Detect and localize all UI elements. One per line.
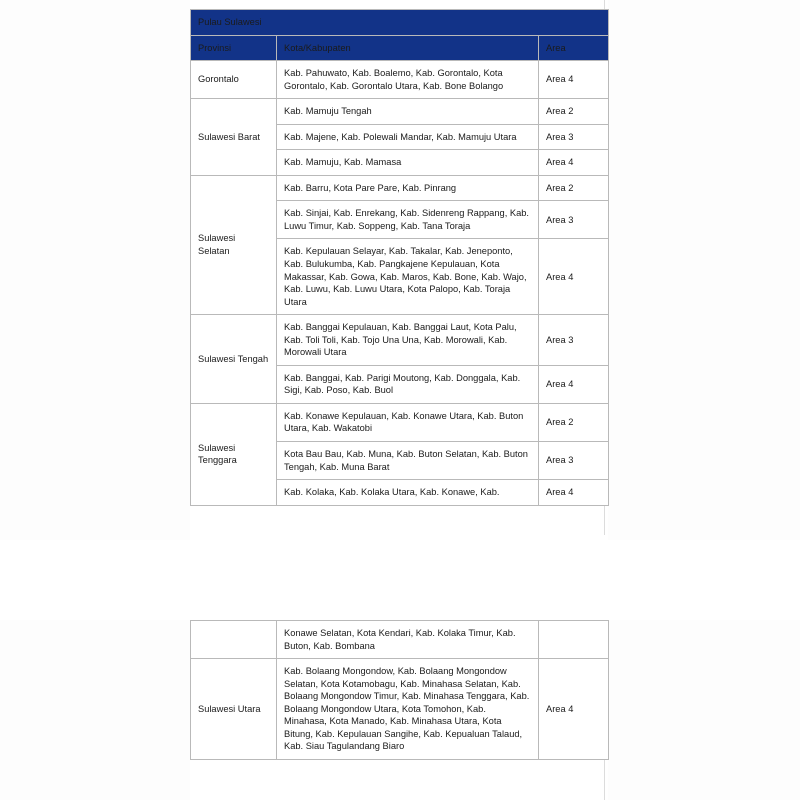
cell-provinsi: Sulawesi Tengah [191, 315, 277, 404]
cell-kota: Kab. Banggai, Kab. Parigi Moutong, Kab. Donggala, Kab. Sigi, Kab. Poso, Kab. Buol [277, 365, 539, 403]
cell-area: Area 2 [539, 99, 609, 125]
cell-kota: Konawe Selatan, Kota Kendari, Kab. Kolaka Timur, Kab. Buton, Kab. Bombana [277, 621, 539, 659]
cell-provinsi: Sulawesi Selatan [191, 175, 277, 314]
table-row [191, 403, 609, 441]
table-title: Pulau Sulawesi [191, 10, 609, 36]
area-table-top [190, 9, 609, 506]
cell-area [539, 621, 609, 659]
cell-area: Area 2 [539, 403, 609, 441]
cell-area: Area 4 [539, 480, 609, 506]
cell-provinsi: Sulawesi Barat [191, 99, 277, 176]
cell-area: Area 4 [539, 150, 609, 176]
cell-kota: Kab. Barru, Kota Pare Pare, Kab. Pinrang [277, 175, 539, 201]
cell-kota: Kab. Pahuwato, Kab. Boalemo, Kab. Gorontalo, Kota Gorontalo, Kab. Gorontalo Utara, Kab. Bone Bolango [277, 61, 539, 99]
sulawesi-table-top [190, 9, 608, 506]
page-break-gap [0, 540, 800, 620]
cell-area: Area 4 [539, 61, 609, 99]
column-header-provinsi: Provinsi [191, 35, 277, 61]
page-margin-right [608, 0, 800, 800]
column-header-kota: Kota/Kabupaten [277, 35, 539, 61]
cell-area: Area 2 [539, 175, 609, 201]
cell-kota: Kab. Kolaka, Kab. Kolaka Utara, Kab. Konawe, Kab. [277, 480, 539, 506]
cell-kota: Kab. Sinjai, Kab. Enrekang, Kab. Sidenreng Rappang, Kab. Luwu Timur, Kab. Soppeng, Kab. Tana Toraja [277, 201, 539, 239]
area-table-bottom [190, 620, 609, 760]
table-row [191, 621, 609, 659]
cell-kota: Kab. Bolaang Mongondow, Kab. Bolaang Mongondow Selatan, Kota Kotamobagu, Kab. Minahasa Selatan, Kab. Bolaang Mongondow Timur, Kab. Minahasa Tenggara, Kab. Bolaang Mongondow Utara, Kota Tomohon, Kab. Minahasa, Kota Manado, Kab. Minahasa Utara, Kota Bitung, Kab. Kepulauan Sangihe, Kab. Kepualuan Talaud, Kab. Siau Tagulandang Biaro [277, 659, 539, 760]
table-header-row [191, 35, 609, 61]
table-body-top [191, 61, 609, 506]
cell-area: Area 4 [539, 659, 609, 760]
page-margin-left [0, 0, 190, 800]
table-row [191, 61, 609, 99]
cell-kota: Kab. Mamuju, Kab. Mamasa [277, 150, 539, 176]
sulawesi-table-bottom [190, 620, 608, 760]
cell-area: Area 4 [539, 365, 609, 403]
cell-provinsi: Gorontalo [191, 61, 277, 99]
table-row [191, 659, 609, 760]
cell-kota: Kab. Mamuju Tengah [277, 99, 539, 125]
table-row [191, 175, 609, 201]
cell-provinsi: Sulawesi Tenggara [191, 403, 277, 505]
cell-area: Area 3 [539, 315, 609, 366]
cell-area: Area 3 [539, 201, 609, 239]
table-row [191, 99, 609, 125]
cell-kota: Kota Bau Bau, Kab. Muna, Kab. Buton Selatan, Kab. Buton Tengah, Kab. Muna Barat [277, 442, 539, 480]
cell-kota: Kab. Majene, Kab. Polewali Mandar, Kab. Mamuju Utara [277, 124, 539, 150]
cell-kota: Kab. Kepulauan Selayar, Kab. Takalar, Kab. Jeneponto, Kab. Bulukumba, Kab. Pangkajene Kepulauan, Kota Makassar, Kab. Gowa, Kab. Maros, Kab. Bone, Kab. Wajo, Kab. Luwu, Kab. Luwu Utara, Kota Palopo, Kab. Toraja Utara [277, 239, 539, 315]
table-title-row [191, 10, 609, 36]
cell-kota: Kab. Banggai Kepulauan, Kab. Banggai Laut, Kota Palu, Kab. Toli Toli, Kab. Tojo Una Una, Kab. Morowali, Kab. Morowali Utara [277, 315, 539, 366]
cell-area: Area 3 [539, 124, 609, 150]
table-body-bottom [191, 621, 609, 760]
cell-area: Area 4 [539, 239, 609, 315]
cell-area: Area 3 [539, 442, 609, 480]
cell-provinsi [191, 621, 277, 659]
cell-kota: Kab. Konawe Kepulauan, Kab. Konawe Utara, Kab. Buton Utara, Kab. Wakatobi [277, 403, 539, 441]
cell-provinsi: Sulawesi Utara [191, 659, 277, 760]
table-row [191, 315, 609, 366]
column-header-area: Area [539, 35, 609, 61]
